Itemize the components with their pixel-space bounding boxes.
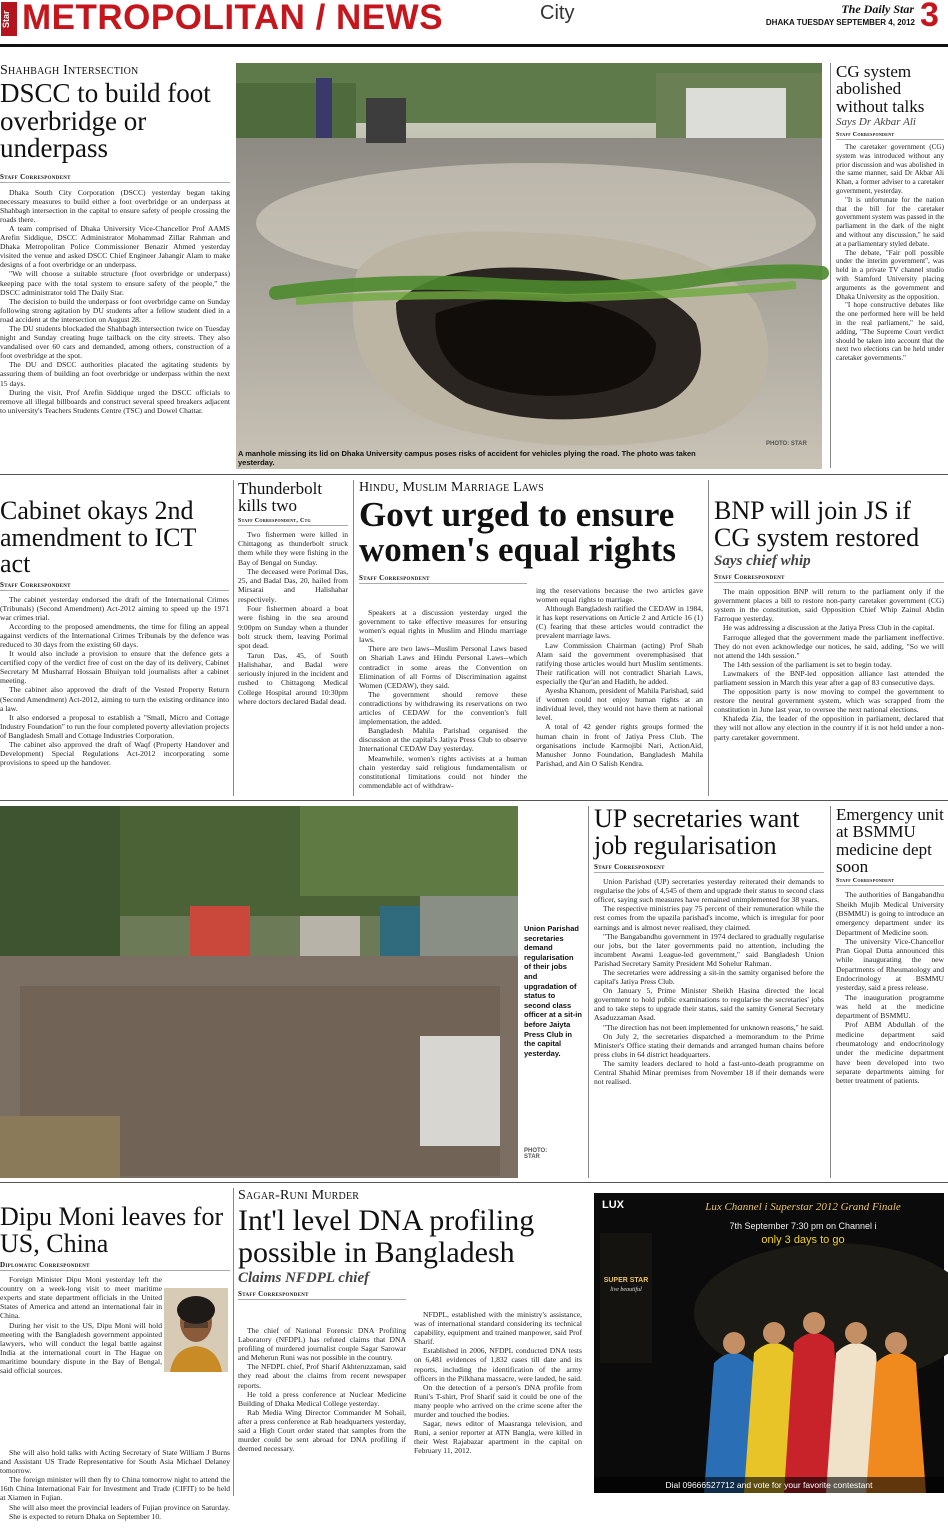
ad-countdown: only 3 days to go — [761, 1234, 845, 1246]
kicker: Shahbagh Intersection — [0, 63, 139, 78]
ad-footer: Dial 09666527712 and vote for your favorite contestant — [594, 1477, 944, 1493]
paragraph: Ayesha Khanom, president of Mahila Parishad, said if women could not enjoy human rights at an individual level, they would not have them at national level. — [536, 686, 703, 723]
paragraph: Tarun Das, 45, of South Halishahar, and Badal were seriously injured in the incident and rushed to Chittagong Medical College Hospital around 10:30pm where doctors declared Badal dead. — [238, 650, 348, 706]
paragraph: According to the proposed amendments, the time for filing an appeal against verdicts of the International Crimes Tribunals by the defence was reduced to 30 days from the existing 60 days. — [0, 621, 229, 650]
article-women-rights — [359, 480, 703, 790]
byline: Staff Correspondent — [0, 581, 229, 591]
byline: Staff Correspondent — [836, 132, 944, 140]
manhole-image — [236, 63, 822, 469]
paragraph: The DU and DSCC authorities placated the agitating students by assuring them of building an foot overbridge or underpass within the next 15 days. — [0, 360, 230, 388]
lux-brand: LUX — [602, 1199, 624, 1211]
headline: Thunderbolt kills two — [238, 479, 323, 516]
byline: Staff Correspondent — [714, 573, 944, 583]
paragraph: During her visit to the US, Dipu Moni will hold meeting with the Bangladesh government appointed lawyers, who will conduct the legal battle against India at the international court in The Hague on maritime boundary dispute in the Bay of Bengal, said official sources. — [0, 1320, 162, 1375]
ad-time: 7th September 7:30 pm on Channel i — [729, 1221, 877, 1231]
paragraph: The university Vice-Chancellor Pran Gopal Dutta announced this while inaugurating the new Departments of Rheumatology and Endocrinology at BSMMU yesterday, said a press release. — [836, 936, 944, 993]
column-divider — [588, 806, 589, 1178]
paragraph: During the visit, Prof Arefin Siddique urged the DSCC officials to remove all illegal billboards and construct several speed breakers adjacent to university's Teachers Students Centre (TSC) and Dowel Chattar. — [0, 387, 230, 415]
paragraph: The respective ministries pay 75 percent of their remuneration while the rest comes from the upazila parishad's income, which is irregular for poor earnings and is almost never realised, they claimed. — [594, 904, 824, 932]
column-divider — [353, 480, 354, 796]
page-number: 3 — [920, 0, 939, 34]
paragraph: Bangladesh Mahila Parishad organised the discussion at the capital's Jatiya Press Club to observe International CEDAW Day yesterday. — [359, 726, 527, 754]
byline: Staff Correspondent — [594, 863, 824, 873]
column-divider — [830, 63, 831, 468]
paragraph: The samity leaders declared to hold a fast-unto-death programme on Central Shahid Minar premises from November 18 if their demands were not realised. — [594, 1058, 824, 1087]
kicker: Sagar-Runi Murder — [238, 1188, 360, 1203]
article-dipu-moni — [0, 1204, 230, 1527]
byline: Staff Correspondent, Ctg — [238, 518, 348, 526]
star-logo: Star — [1, 2, 17, 36]
column-divider — [233, 1188, 234, 1496]
headline: CG system abolished without talks — [836, 62, 925, 116]
article-body — [836, 143, 944, 461]
article-bnp — [714, 498, 944, 779]
byline: Staff Correspondent — [359, 574, 527, 584]
paragraph: She will also hold talks with Acting Secretary of State William J Burns and Assistant US Trade Representative for South Asia Michael Delaney tomorrow. — [0, 1448, 230, 1476]
paragraph: Farroque alleged that the government made the parliament ineffective. They do not even acknowledge our notices, he said, adding, "So we will not attend the 14th session." — [714, 632, 944, 660]
paragraph: Lawmakers of the BNP-led opposition alliance last attended the parliament session in March this year after a gap of 83 consecutive days. — [714, 668, 944, 687]
headline: Int'l level DNA profiling possible in Bangladesh — [238, 1204, 535, 1269]
crowd-image — [0, 806, 518, 1178]
headline: Emergency unit at BSMMU medicine dept soon — [836, 805, 944, 876]
paragraph: On the detection of a person's DNA profile from Runi's T-shirt, Prof Sharif said it could be one of the many people who arrived on the crime scene after the murder and touched the bodies. — [414, 1382, 582, 1420]
article-body-col2 — [414, 1310, 582, 1496]
paragraph: The 14th session of the parliament is set to begin today. — [723, 659, 892, 669]
paragraph: The cabinet also approved the draft of the Vested Property Return (Second Amendment) Act-2012, aiming to turn the existing ordinance into a law. — [0, 685, 229, 713]
byline: Staff Correspondent — [238, 1290, 406, 1300]
paragraph: The government should remove these contradictions by withdrawing its reservations on two articles of CEDAW for the convention's full implementation, the added. — [359, 689, 527, 727]
headline: BNP will join JS if CG system restored — [714, 496, 920, 552]
article-body — [836, 890, 944, 1170]
article-dscc — [0, 63, 230, 468]
paragraph: On July 2, the secretaries dispatched a memorandum to the Prime Minister's Office stating their demands and arranged human chains before press clubs in 64 district headquarters. — [594, 1031, 824, 1059]
subheadline: Says Dr Akbar Ali — [836, 115, 916, 128]
article-body-col2 — [536, 586, 703, 794]
paragraph: Union Parishad (UP) secretaries yesterday reiterated their demands to regularise the jobs of 4,545 of them and upgrade their status to second class officer, saying such measures have remained unimplemented for 38 years. — [594, 877, 824, 905]
paragraph: Law Commission Chairman (acting) Prof Shah Alam said the government overemphasised that ratifying those articles would hurt Muslim sentiments. Their ratification will not contradict Shariah Laws, especially the Qur'an and Hadith, he added. — [536, 640, 703, 686]
section-divider — [0, 1182, 948, 1183]
paragraph: Speakers at a discussion yesterday urged the government to take effective measures for ensuring women's equal rights in Muslim and Hindu marriage laws. — [359, 608, 527, 645]
paragraph: Khaleda Zia, the leader of the opposition in parliament, declared that they will not allow any election in the country if it is not held under a non-party caretaker government. — [714, 714, 944, 742]
paragraph: The deceased were Porimal Das, 25, and Badal Das, 20, hailed from Mirsarai and Halishahar respectively. — [238, 566, 348, 604]
paragraph: Prof ABM Abdullah of the medicine department said rheumatology and endocrinology under the medicine department have been developed into two separate departments aiming for better treatment of patients. — [836, 1020, 944, 1086]
paragraph: Four fishermen aboard a boat were fishing in the sea around 9:00pm on Sunday when a thunder bolt struck them, leaving Porimal spot dead. — [238, 604, 348, 651]
article-cg — [836, 63, 944, 461]
dipu-moni-portrait — [164, 1288, 228, 1372]
article-thunderbolt — [238, 480, 348, 792]
paper-name: The Daily Star — [841, 2, 914, 16]
article-dna-profiling — [238, 1188, 582, 1456]
article-body — [0, 595, 229, 793]
paragraph: A team comprised of Dhaka University Vice-Chancellor Prof AAMS Arefin Siddique, DSCC Administrator Mohammad Zillar Rahman and Dhaka Metropolitan Police Commissioner Benazir Ahmed yesterday visited the venue and asked DSCC Chief Engineer Jahangir Alam to make designs of a foot overbridge or an underpass. — [0, 223, 230, 270]
section-title: METROPOLITAN / NEWS — [22, 0, 444, 37]
lux-advertisement[interactable] — [594, 1193, 944, 1493]
article-body-col1 — [359, 608, 527, 794]
paragraph: The caretaker government (CG) system was introduced without any prior discussion and was abolished in the same manner, said Dr Akbar Ali Khan, a former adviser to a caretaker government, yesterday. — [836, 142, 944, 195]
article-body — [594, 877, 824, 1173]
paragraph: The debate, "Fair poll possible under the interim government", was held in a private TV channel studio with Stamford University placing arguments as the government and Dhaka University as the opposition. — [836, 248, 944, 301]
section-divider — [0, 800, 948, 801]
lux-tagline: live beautiful — [610, 1287, 642, 1293]
paragraph: The cabinet also approved the draft of Waqf (Property Handover and Development) Special Regulations Act-2012 incorporating some provisions to speed up the handover. — [0, 740, 229, 768]
paragraph: Foreign Minister Dipu Moni yesterday left the country on a week-long visit to meet maritime experts and state department officials in the United States of America and attend an international fair in China. — [0, 1275, 162, 1321]
paragraph: "The Bangabandhu government in 1974 declared to gradually regularise our jobs, but the later governments paid no attention, including the incumbent Awami League-led government," said Bangladesh Union Parishad Secretary Samity President Md Sohelur Rahman. — [594, 931, 824, 968]
superstar-logo: SUPER STAR — [603, 1277, 649, 1284]
paragraph: Established in 2006, NFDPL conducted DNA tests on 6,481 evidences of 1,832 cases till date and its reports, including the identification of the army officers in the Pilkhana massacre, were lauded, he said. — [414, 1346, 582, 1383]
crowd-photo — [0, 806, 518, 1178]
masthead — [0, 0, 948, 50]
paragraph: There are two laws--Muslim Personal Laws based on Shariah Laws and Hindu Personal Laws--which contradict in some areas the Convention on Elimination of all Forms of Discrimination against Women (CEDAW), they said. — [359, 644, 527, 690]
paragraph: The decision to build the underpass or foot overbridge came on Sunday following strong agitation by DU students after a fellow student died in a road accident at the intersection on August 28. — [0, 296, 230, 324]
paragraph: She will also meet the provincial leaders of Fujian province on Saturday. — [9, 1502, 230, 1512]
manhole-photo — [236, 63, 822, 469]
headline: UP secretaries want job regularisation — [594, 804, 800, 860]
paragraph: The cabinet yesterday endorsed the draft of the International Crimes (Tribunals) (Second Amendment) Act-2012 aiming to speed up the 1971 war crimes trial. — [0, 594, 229, 622]
article-body-continued — [0, 1448, 230, 1538]
ad-title: Lux Channel i Superstar 2012 Grand Finale — [705, 1201, 901, 1213]
crowd-caption: Union Parishad secretaries demand regularisation of their jobs and upgradation of status to second class officer at a sit-in before Jaiyta Press Club in the capital yesterday. — [524, 924, 582, 1058]
article-bsmmu — [836, 806, 944, 1170]
portrait-image — [164, 1288, 228, 1372]
byline: Staff Correspondent — [836, 878, 944, 886]
paragraph: The NFDPL chief, Prof Sharif Akhteruzzaman, said they read about the claims from recent newspaper reports. — [238, 1362, 406, 1390]
paragraph: The opposition party is now moving to compel the government to restore the neutral government system, which was scrapped from the constitution in June last year, to oversee the next national elections. — [714, 687, 944, 715]
paragraph: The authorities of Bangabandhu Sheikh Mujib Medical University (BSMMU) is going to introduce an emergency department under its Department of Medicine soon. — [836, 890, 944, 937]
section-name: City — [540, 2, 575, 24]
crowd-credit: PHOTO: STAR — [524, 1148, 548, 1160]
article-ict — [0, 498, 229, 793]
paragraph: NFDPL, established with the ministry's assistance, was of international standard considering its technical capability, equipment and trained manpower, said Prof Sharif. — [414, 1310, 582, 1347]
paragraph: On January 5, Prime Minister Sheikh Hasina directed the local government to hold public examinations to regularise the secretaries' jobs and to take steps to upgrade their status, said the samity General Secretary Asaduzzaman Asad. — [594, 986, 824, 1023]
paragraph: The secretaries were addressing a sit-in the samity organised before the capital's Jatiya Press Club. — [594, 967, 824, 987]
subheadline: Says chief whip — [714, 553, 811, 570]
dateline: DHAKA TUESDAY SEPTEMBER 4, 2012 — [765, 18, 915, 27]
article-body — [238, 530, 348, 792]
paragraph: A total of 42 gender rights groups formed the human chain in front of Jatiya Press Club. The organisations include Karmojibi Nari, ActionAid, Manusher Jonno Foundation, Bangladesh Mahila Parishad, and Ain O Salish Kendra. — [536, 722, 703, 768]
paragraph: "We will choose a suitable structure (foot overbridge or underpass) keeping pace with the total system to ensure safety of the people," the DSCC administrator told The Daily Star. — [0, 269, 230, 297]
kicker: Hindu, Muslim Marriage Laws — [359, 480, 544, 495]
headline: Dipu Moni leaves for US, China — [0, 1202, 224, 1258]
paragraph: It would also include a provision to ensure that the defence gets a certified copy of the verdict free of cost on the day of its delivery, Cabinet Secretary M Musharraf Hossain Bhuiyan told journalists after a cabinet meeting. — [0, 649, 229, 686]
headline: Govt urged to ensure women's equal rights — [359, 495, 676, 569]
paragraph: Two fishermen were killed in Chittagong as thunderbolt struck them while they were fishing in the Bay of Bengal on Sunday. — [238, 529, 348, 567]
byline: Staff Correspondent — [0, 173, 230, 183]
paragraph: "It is unfortunate for the nation that the bill for the caretaker government system was passed in the parliament in the dark of the night and without any discussion," he said at a parliamentary styled debate. — [836, 195, 944, 248]
paragraph: The inauguration programme was held at the medicine department of BSMMU. — [836, 992, 944, 1021]
subheadline: Claims NFDPL chief — [238, 1270, 370, 1286]
byline: Diplomatic Correspondent — [0, 1261, 230, 1271]
section-divider — [0, 474, 948, 475]
paragraph: She is expected to return Dhaka on September 10. — [9, 1511, 162, 1521]
paragraph: "The direction has not been implemented for unknown reasons," he said. — [603, 1022, 824, 1032]
photo-credit: PHOTO: STAR — [766, 441, 807, 447]
paragraph: It also endorsed a proposal to establish a "Small, Micro and Cottage Industry Foundation" to run the four completed poverty alleviation projects of Bangladesh Small and Cottage Industries Corporation. — [0, 712, 229, 740]
article-up-secretaries — [594, 806, 824, 1173]
paragraph: Sagar, news editor of Maasranga television, and Runi, a senior reporter at ATN Bangla, were killed in their West Rajabazar apartment in the capital on February 11, 2012. — [414, 1419, 582, 1456]
article-body-col1 — [238, 1326, 406, 1496]
article-body — [714, 587, 944, 779]
paragraph: The DU students blockaded the Shahbagh intersection twice on Tuesday night and Sunday creating huge tailback on the city streets. They also vandalised over 60 cars and demanded, among others, construction of a foot overbridge at the spot. — [0, 324, 230, 361]
paragraph: Although Bangladesh ratified the CEDAW in 1984, it has kept reservations on Article 2 and Article 16 (1) (C) fearing that these articles would contradict the prevalent marriage laws. — [536, 604, 703, 641]
paragraph: Dhaka South City Corporation (DSCC) yesterday began taking necessary measures to build either a foot overbridge or an underpass at Shahbagh intersection in the capital to ensure safety of people crossing the roads there. — [0, 187, 230, 224]
photo-caption: A manhole missing its lid on Dhaka University campus poses risks of accident for vehicles plying the road. The photo was taken yesterday. — [238, 449, 696, 467]
masthead-rule — [0, 44, 948, 47]
headline: Cabinet okays 2nd amendment to ICT act — [0, 496, 196, 579]
paragraph: ing the reservations because the two articles gave women equal rights to marriage. — [536, 586, 703, 605]
column-divider — [708, 480, 709, 796]
column-divider — [830, 806, 831, 1178]
article-body — [0, 188, 230, 468]
paragraph: He told a press conference at Nuclear Medicine Building of Dhaka Medical College yesterday. — [238, 1389, 406, 1408]
paragraph: The foreign minister will then fly to China tomorrow night to attend the 16th China International Fair for Investment and Trade (CIFIT) to be held at Xiamen in Fujian. — [0, 1475, 230, 1503]
paragraph: "I hope constructive debates like the one performed here will be held in the real parliament," he said, adding, "The Supreme Court verdict should be taken into account that the next two elections can be held under caretaker governments." — [836, 301, 944, 363]
headline: DSCC to build foot overbridge or underpass — [0, 78, 211, 164]
paragraph: The main opposition BNP will return to the parliament only if the government places a bill to restore non-party caretaker government (CG) system in the constitution, said Opposition Chief Whip Zainul Abdin Farroque yesterday. — [714, 587, 944, 624]
paragraph: The chief of National Forensic DNA Profiling Laboratory (NFDPL) has refuted claims that DNA profiling of murdered journalist couple Sagar Sarowar and Meherun Runi was not possible in the country. — [238, 1326, 406, 1363]
paragraph: Meanwhile, women's rights activists at a human chain yesterday said religious fundamentalism or constitutional limitations could not hinder the commendable act of withdraw- — [359, 753, 527, 790]
paragraph: He was addressing a discussion at the Jatiya Press Club in the capital. — [723, 623, 935, 633]
paragraph: Rab Media Wing Director Commander M Sohail, after a press conference at Rab headquarters yesterday, said a High Court order stated that samples from the murder could be sent abroad for DNA profiling if deemed necessary. — [238, 1407, 406, 1454]
column-divider — [233, 480, 234, 796]
